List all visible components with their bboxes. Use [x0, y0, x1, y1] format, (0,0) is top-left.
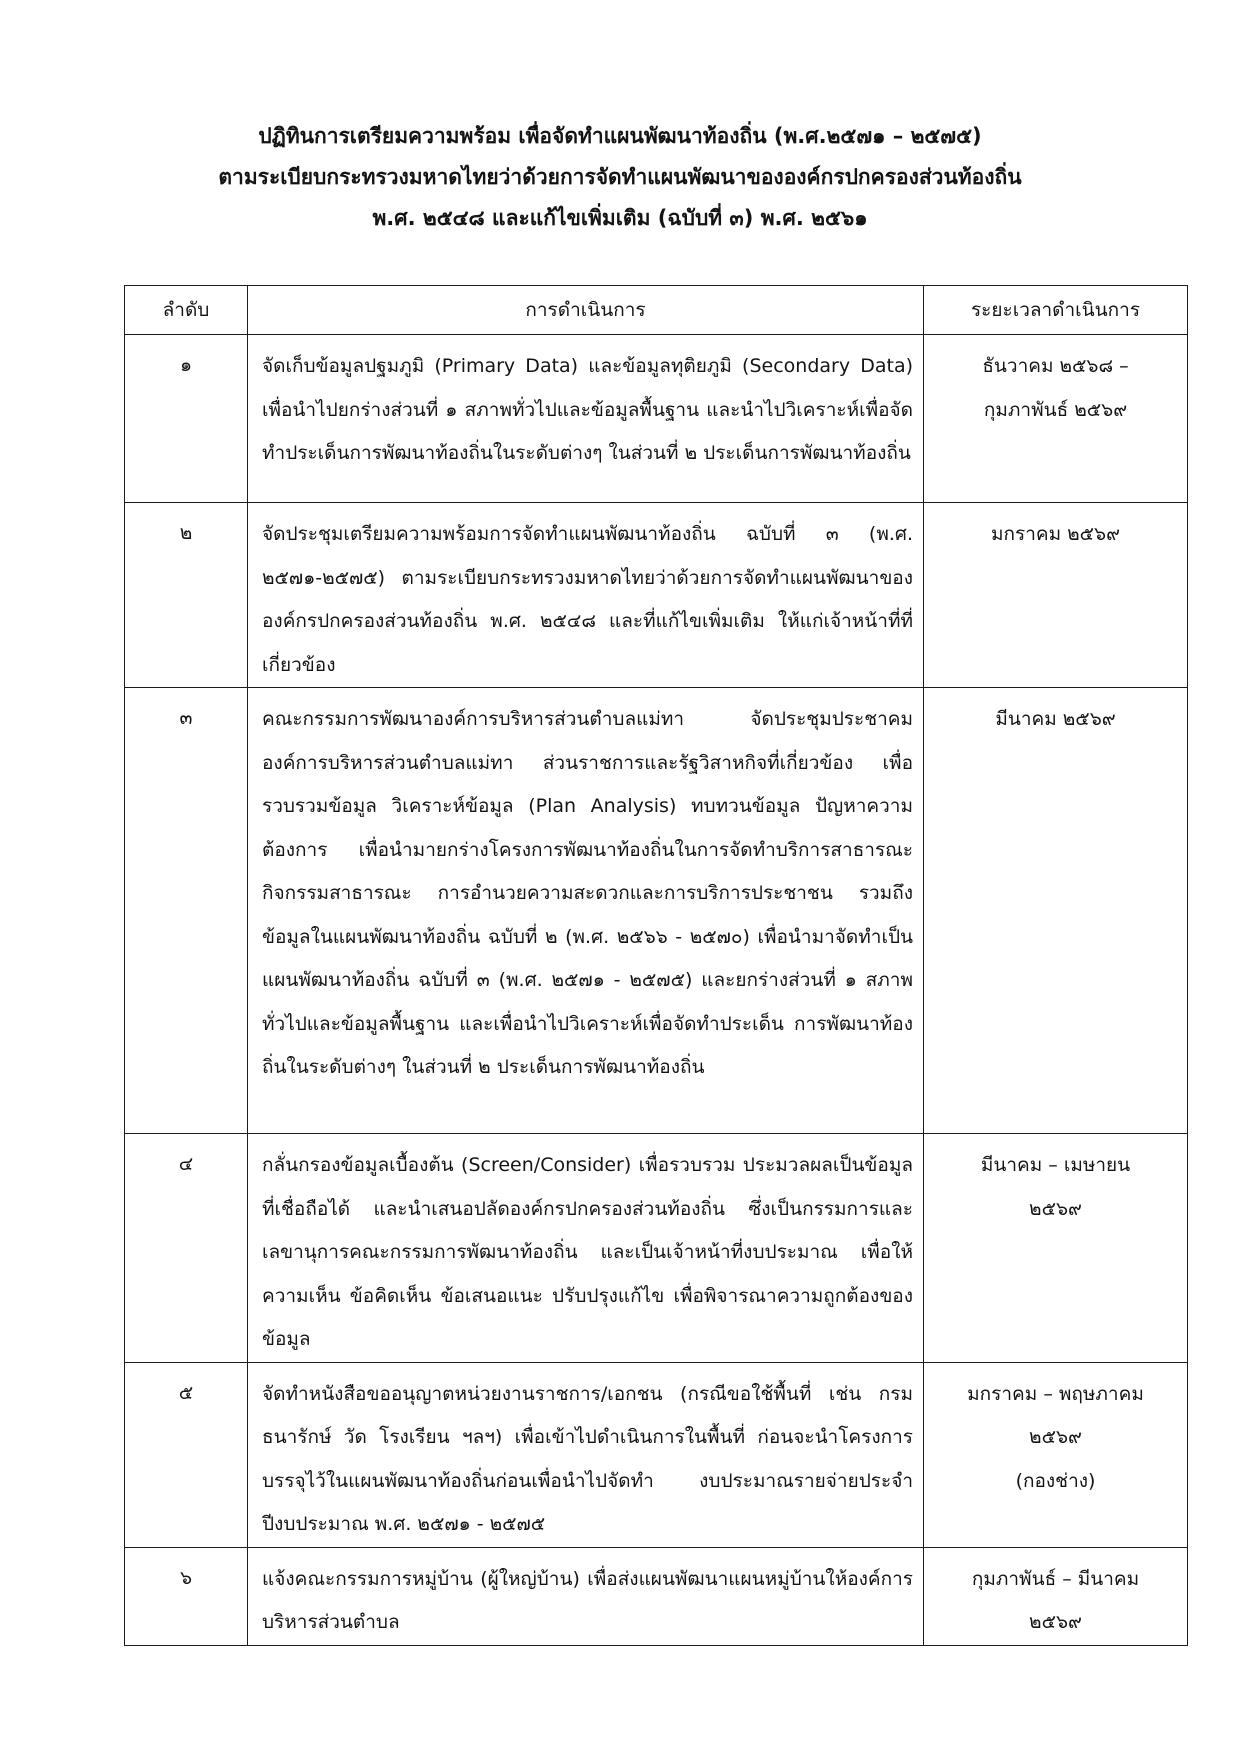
schedule-table [124, 285, 1188, 1646]
period-line: มกราคม ๒๕๖๙ [990, 523, 1121, 545]
table-row [125, 1362, 1188, 1547]
row-period [924, 1547, 1188, 1645]
table-row [125, 1134, 1188, 1363]
row-number: ๕ [125, 1362, 248, 1547]
header-num: ลำดับ [125, 286, 248, 335]
header-activity: การดำเนินการ [248, 286, 924, 335]
row-number: ๒ [125, 503, 248, 688]
title-line-2: ตามระเบียบกระทรวงมหาดไทยว่าด้วยการจัดทำแผนพัฒนาขององค์กรปกครองส่วนท้องถิ่น [218, 165, 1022, 189]
row-period [924, 335, 1188, 503]
period-line: มกราคม – พฤษภาคม [967, 1382, 1144, 1405]
row-activity: จัดประชุมเตรียมความพร้อมการจัดทำแผนพัฒนาท้องถิ่น ฉบับที่ ๓ (พ.ศ. ๒๕๗๑-๒๕๗๕) ตามระเบียบกระทรวงมหาดไทยว่าด้วยการจัดทำแผนพัฒนาขององค์กรปกครองส่วนท้องถิ่น พ.ศ. ๒๕๔๘ และที่แก้ไขเพิ่มเติม ให้แก่เจ้าหน้าที่ที่เกี่ยวข้อง [248, 503, 924, 688]
row-activity: คณะกรรมการพัฒนาองค์การบริหารส่วนตำบลแม่ทา จัดประชุมประชาคมองค์การบริหารส่วนตำบลแม่ทา ส่วนราชการและรัฐวิสาหกิจที่เกี่ยวข้อง เพื่อรวบรวมข้อมูล วิเคราะห์ข้อมูล (Plan Analysis) ทบทวนข้อมูล ปัญหาความต้องการ เพื่อนำมายกร่างโครงการพัฒนาท้องถิ่นในการจัดทำบริการสาธารณะ กิจกรรมสาธารณะ การอำนวยความสะดวกและการบริการประชาชน รวมถึงข้อมูลในแผนพัฒนาท้องถิ่น ฉบับที่ ๒ (พ.ศ. ๒๕๖๖ - ๒๕๗๐) เพื่อนำมาจัดทำเป็นแผนพัฒนาท้องถิ่น ฉบับที่ ๓ (พ.ศ. ๒๕๗๑ - ๒๕๗๕) และยกร่างส่วนที่ ๑ สภาพทั่วไปและข้อมูลพื้นฐาน และเพื่อนำไปวิเคราะห์เพื่อจัดทำประเด็น การพัฒนาท้องถิ่นในระดับต่างๆ ในส่วนที่ ๒ ประเด็นการพัฒนาท้องถิ่น [248, 688, 924, 1134]
row-period [924, 1362, 1188, 1547]
row-activity: จัดทำหนังสือขออนุญาตหน่วยงานราชการ/เอกชน (กรณีขอใช้พื้นที่ เช่น กรมธนารักษ์ วัด โรงเรียน ฯลฯ) เพื่อเข้าไปดำเนินการในพื้นที่ ก่อนจะนำโครงการบรรจุไว้ในแผนพัฒนาท้องถิ่นก่อนเพื่อนำไปจัดทำ งบประมาณรายจ่ายประจำปีงบประมาณ พ.ศ. ๒๕๗๑ - ๒๕๗๕ [248, 1362, 924, 1547]
period-line: มีนาคม ๒๕๖๙ [995, 708, 1116, 730]
document-title [120, 116, 1120, 239]
period-line: ธันวาคม ๒๕๖๘ – [982, 355, 1129, 377]
row-period [924, 1134, 1188, 1363]
table-row [125, 335, 1188, 503]
row-activity: จัดเก็บข้อมูลปฐมภูมิ (Primary Data) และข้อมูลทุติยภูมิ (Secondary Data) เพื่อนำไปยกร่างส่วนที่ ๑ สภาพทั่วไปและข้อมูลพื้นฐาน และนำไปวิเคราะห์เพื่อจัดทำประเด็นการพัฒนาท้องถิ่นในระดับต่างๆ ในส่วนที่ ๒ ประเด็นการพัฒนาท้องถิ่น [248, 335, 924, 503]
row-activity: แจ้งคณะกรรมการหมู่บ้าน (ผู้ใหญ่บ้าน) เพื่อส่งแผนพัฒนาแผนหมู่บ้านให้องค์การบริหารส่วนตำบล [248, 1547, 924, 1645]
period-line: กุมภาพันธ์ – มีนาคม [971, 1567, 1140, 1590]
period-line: กุมภาพันธ์ ๒๕๖๙ [983, 398, 1128, 421]
row-activity: กลั่นกรองข้อมูลเบื้องต้น (Screen/Consider) เพื่อรวบรวม ประมวลผลเป็นข้อมูลที่เชื่อถือได้ และนำเสนอปลัดองค์กรปกครองส่วนท้องถิ่น ซึ่งเป็นกรรมการและเลขานุการคณะกรรมการพัฒนาท้องถิ่น และเป็นเจ้าหน้าที่งบประมาณ เพื่อให้ความเห็น ข้อคิดเห็น ข้อเสนอแนะ ปรับปรุงแก้ไข เพื่อพิจารณาความถูกต้องของข้อมูล [248, 1134, 924, 1363]
title-line-1: ปฏิทินการเตรียมความพร้อม เพื่อจัดทำแผนพัฒนาท้องถิ่น (พ.ศ.๒๕๗๑ – ๒๕๗๕) [258, 124, 982, 148]
table-row [125, 688, 1188, 1134]
period-line: ๒๕๖๙ [1029, 1197, 1082, 1220]
row-period [924, 688, 1188, 1134]
row-number: ๖ [125, 1547, 248, 1645]
table-header-row [125, 286, 1188, 335]
title-line-3: พ.ศ. ๒๕๔๘ และแก้ไขเพิ่มเติม (ฉบับที่ ๓) พ.ศ. ๒๕๖๑ [372, 206, 868, 230]
row-period [924, 503, 1188, 688]
table-row [125, 1547, 1188, 1645]
row-number: ๔ [125, 1134, 248, 1363]
period-line: ๒๕๖๙ [1029, 1611, 1082, 1633]
period-line: มีนาคม – เมษายน [980, 1154, 1131, 1176]
header-period: ระยะเวลาดำเนินการ [924, 286, 1188, 335]
period-line: ๒๕๖๙ [1029, 1426, 1082, 1448]
row-number: ๓ [125, 688, 248, 1134]
row-number: ๑ [125, 335, 248, 503]
table-row [125, 503, 1188, 688]
period-line: (กองช่าง) [1015, 1469, 1096, 1492]
